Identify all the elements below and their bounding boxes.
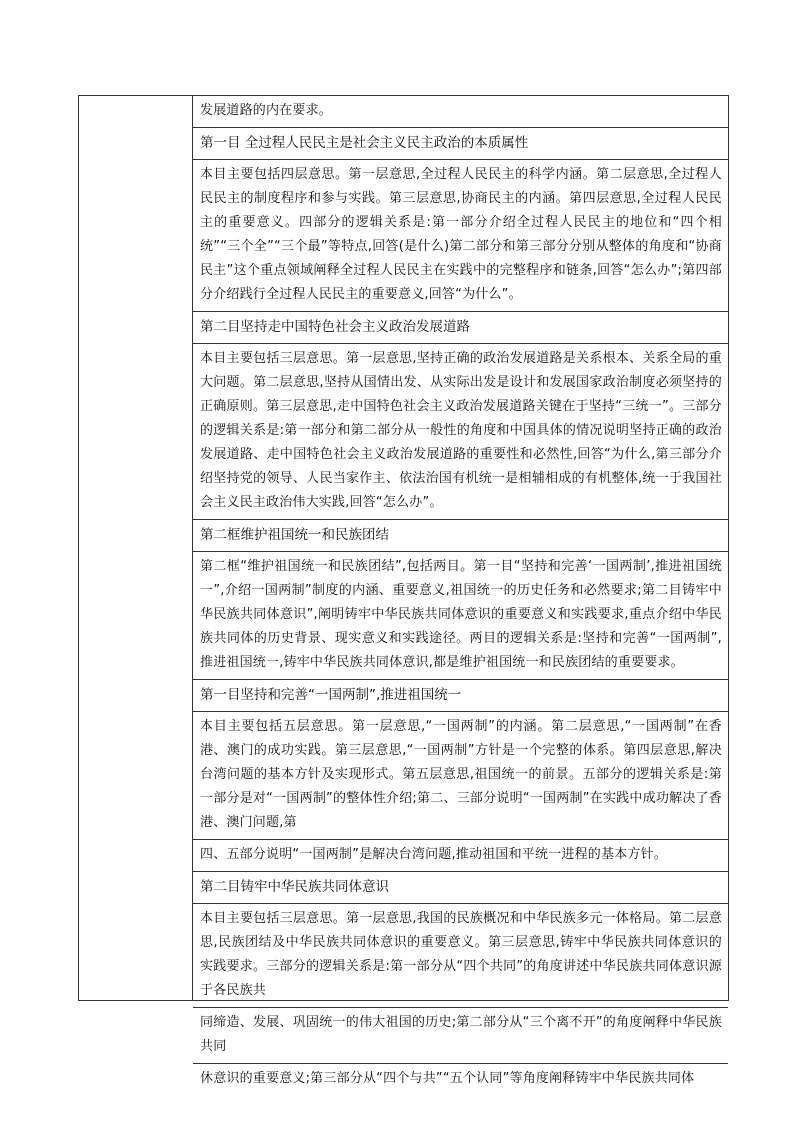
- text-cell: 本目主要包括三层意思。第一层意思,我国的民族概况和中华民族多元一体格局。第二层意思,民族团结及中华民族共同体意识的重要意义。第三层意思,铸牢中华民族共同体意识的实践要求。三部分的逻辑关系是:第一部分从“四个共同”的角度讲述中华民族共同体意识源于各民族共: [200, 911, 722, 998]
- text-cell: 本目主要包括四层意思。第一层意思,全过程人民民主的科学内涵。第二层意思,全过程人民民主的制度程序和参与实践。第三层意思,协商民主的内涵。第四层意思,全过程人民民主的重要意义。四部分的逻辑关系是:第一部分介绍全过程人民民主的地位和“四个相统”“三个全”“三个最”等特点,回答(是什么)第二部分和第三部分分别从整体的角度和“协商民主”这个重点领域阐释全过程人民民主在实践中的完整程序和链条,回答“怎么办”;第四部分介绍践行全过程人民民主的重要意义,回答“为什么”。: [200, 167, 722, 302]
- text-cell: 休意识的重要意义;第三部分从“四个与共”“五个认同”等角度阐释铸牢中华民族共同体: [200, 1071, 695, 1086]
- section-heading: 第一目坚持和完善“一国两制”,推进祖国统一: [200, 687, 462, 703]
- text-cell: 四、五部分说明“一国两制”是解决台湾问题,推动祖国和平统一进程的基本方针。: [200, 847, 668, 862]
- section-heading: 第二目铸牢中华民族共同体意识: [200, 879, 389, 895]
- text-cell: 发展道路的内在要求。: [200, 103, 333, 118]
- text-cell: 同缔造、发展、巩固统一的伟大祖国的历史;第二部分从“三个离不开”的角度阐释中华民族共同: [200, 1015, 722, 1054]
- text-cell: 本目主要包括三层意思。第一层意思,坚持正确的政治发展道路是关系根本、关系全局的重大问题。第二层意思,坚持从国情出发、从实际出发是设计和发展国家政治制度必须坚持的正确原则。第三层意思,走中国特色社会主义政治发展道路关键在于坚持“三统一”。三部分的逻辑关系是:第一部分和第二部分从一般性的角度和中国具体的情况说明坚持正确的政治发展道路、走中国特色社会主义政治发展道路的重要性和必然性,回答“为什么,第三部分介绍坚持党的领导、人民当家作主、依法治国有机统一是相辅相成的有机整体,统一于我国社会主义民主政治伟大实践,回答“怎么办”。: [200, 351, 722, 510]
- section-heading: 第二框维护祖国统一和民族团结: [200, 527, 389, 543]
- content-table: [78, 95, 729, 1086]
- content-column: [193, 96, 728, 1086]
- section-heading: 第一目 全过程人民民主是社会主义民主政治的本质属性: [200, 135, 529, 151]
- text-cell: 第二框“维护祖国统一和民族团结”,包括两目。第一目“坚持和完善‘一国两制’,推进祖国统一”,介绍一国两制”制度的内涵、重要意义,祖国统一的历史任务和必然要求;第二目铸牢中华民族共同体意识”,阐明铸牢中华民族共同体意识的重要意义和实践要求,重点介绍中华民族共同体的历史背景、现实意义和实践途径。两目的逻辑关系是:坚持和完善“一国两制”,推进祖国统一,铸牢中华民族共同体意识,都是维护祖国统一和民族团结的重要要求。: [200, 559, 722, 670]
- text-cell: 本目主要包括五层意思。第一层意思,“一国两制”的内涵。第二层意思,“一国两制”在香港、澳门的成功实践。第三层意思,“一国两制”方针是一个完整的体系。第四层意思,解决台湾问题的基本方针及实现形式。第五层意思,祖国统一的前景。五部分的逻辑关系是:第一部分是对“一国两制”的整体性介绍;第二、三部分说明“一国两制”在实践中成功解决了香港、澳门问题,第: [200, 719, 722, 830]
- section-heading: 第二目坚持走中国特色社会主义政治发展道路: [200, 319, 470, 335]
